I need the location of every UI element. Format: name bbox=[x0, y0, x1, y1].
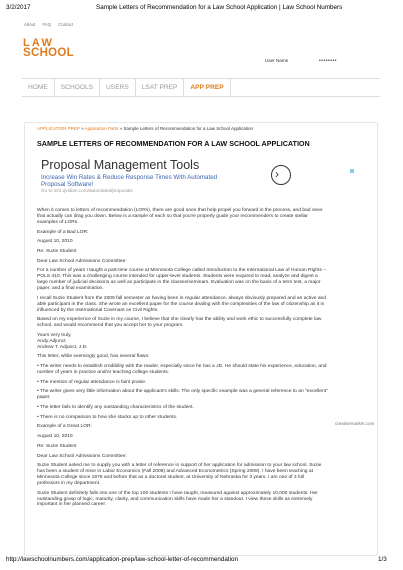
bad-lor-paragraph: I recall Suzie Student from the 2009 fall semester as having been in regular attendance, always obviously prepared and an active and able participant in the class. She wrote an excellent paper for the course dealing with the complexities of the law of citizenship as it is influenced by the International Covenant on Civil Rights. bbox=[37, 295, 326, 313]
logo-line-1: LAW bbox=[23, 37, 55, 49]
great-lor-salutation: Dear Law School Admissions Committee: bbox=[37, 453, 127, 459]
nav-lsat-prep[interactable]: LSAT PREP bbox=[136, 79, 185, 96]
breadcrumb-application-parts[interactable]: Application Parts bbox=[84, 126, 119, 131]
list-item: • There is no comparison to how she stacks up to other students. bbox=[37, 415, 328, 421]
logo-line-2: SCHOOL bbox=[23, 47, 74, 59]
top-link-about[interactable]: About bbox=[24, 22, 36, 27]
ad-url[interactable]: Go to info.qvidian.com/automated/proposals bbox=[41, 188, 133, 193]
bad-lor-salutation: Dear Law School Admissions Committee: bbox=[37, 258, 127, 264]
article-intro: When it comes to letters of recommendation (LORs), there are good ones that help propel you forward in the process, and bad ones that actually can drag you down. Below is a sample of each so that you're properly guide your recommenders to create stellar examples of LORs. bbox=[37, 208, 323, 225]
ad-banner[interactable] bbox=[37, 153, 318, 197]
flaws-intro: This letter, while seemingly good, has several flaws: bbox=[37, 354, 150, 360]
breadcrumb bbox=[37, 126, 253, 131]
breadcrumb-current: Sample Letters of Recommendation for a Law School Application bbox=[123, 126, 253, 131]
bad-lor-paragraph: For a number of years I taught a part-time course at Minnesota College called Introduction to the International Law of Human Rights – POLS 410. This was a challenging course intended for upper-level students. Students were required to read, analyze and digest a large number of judicial decisions as well as participate in the classes/seminars. Evaluation was on the basis of a term test, a major paper, and a final examination. bbox=[37, 268, 326, 292]
ad-subtitle[interactable]: Increase Win Rates & Reduce Response Times With Automated Proposal Software! bbox=[41, 174, 218, 189]
great-lor-re: Re: Suzie Student bbox=[37, 443, 77, 449]
top-link-faq[interactable]: FAQ bbox=[42, 22, 52, 27]
bad-lor-heading: Example of a Bad LOR: bbox=[37, 229, 89, 235]
great-lor-date: August 10, 2010 bbox=[37, 434, 73, 440]
print-page-number: 1/3 bbox=[378, 556, 387, 563]
main-content bbox=[24, 122, 378, 556]
signature-full-name: Andrew T. Adjunct, J.D. bbox=[37, 344, 88, 350]
nav-users[interactable]: USERS bbox=[100, 79, 136, 96]
article-body bbox=[37, 208, 328, 512]
nav-schools[interactable]: SCHOOLS bbox=[55, 79, 100, 96]
side-ad-label[interactable]: creativemarket.com bbox=[335, 421, 375, 426]
site-logo[interactable] bbox=[23, 38, 74, 58]
signature-name: Andy Adjunct bbox=[37, 338, 66, 344]
nav-app-prep[interactable]: APP PREP bbox=[184, 79, 230, 96]
print-date: 3/2/2017 bbox=[6, 4, 31, 11]
bad-lor-re: Re: Suzie Student bbox=[37, 248, 77, 254]
main-navigation bbox=[22, 78, 380, 97]
password-field[interactable]: •••••••• bbox=[319, 58, 338, 64]
chevron-right-icon[interactable]: › bbox=[271, 165, 291, 185]
username-field-label[interactable]: User Name bbox=[265, 58, 289, 63]
list-item: • The letter fails to identify any outstanding characteristics of the student. bbox=[37, 405, 328, 411]
print-page-title: Sample Letters of Recommendation for a Law School Application | Law School Numbers bbox=[96, 4, 343, 11]
signature-closing: Yours very truly, bbox=[37, 332, 72, 338]
great-lor-paragraph: Suzie Student asked me to supply you with a letter of reference in support of her application for admission to your law school. Suzie has been a student of mine in Labor Economics (Fall 2008) and Advanced Econometrics (Spring 2009). I have been teaching at Minnesota College since 1976 and before that as a doctoral student, at University of Nebraska for 3 years. I am one of 3 full professors in my department. bbox=[37, 463, 322, 486]
bad-lor-signature bbox=[37, 333, 328, 351]
top-links bbox=[24, 22, 79, 27]
bad-lor-date: August 10, 2010 bbox=[37, 239, 73, 245]
nav-home[interactable]: HOME bbox=[22, 79, 55, 96]
print-footer-url: http://lawschoolnumbers.com/application-prep/law-school-letter-of-recommendation bbox=[6, 556, 239, 563]
ad-choices-icon[interactable] bbox=[350, 169, 354, 173]
great-lor-paragraph: Suzie Student definitely falls into one of the top 100 students I have taught, measured against approximately 10,000 students. Her outstanding grasp of logic, maturity, clarity, and communication skills have made her a standout. I view these skills as extremely important in her planned career. bbox=[37, 490, 318, 508]
bad-lor-paragraph: Based on my experience of Suzie in my course, I believe that she clearly has the ability and work ethic to successfully complete law school, and would recommend that you accept her to your program. bbox=[37, 317, 322, 329]
list-item: • The mention of regular attendance is faint praise. bbox=[37, 380, 328, 386]
flaws-list bbox=[37, 364, 328, 421]
breadcrumb-separator: » bbox=[79, 126, 85, 131]
breadcrumb-separator: » bbox=[118, 126, 124, 131]
great-lor-heading: Example of a Great LOR: bbox=[37, 424, 92, 430]
page-title: SAMPLE LETTERS OF RECOMMENDATION FOR A LAW SCHOOL APPLICATION bbox=[37, 139, 310, 148]
list-item: • The writer needs to establish credibility with the reader, especially since he has a JD. He should state his experience, education, and number of years in practice and/or teaching college students. bbox=[37, 364, 328, 376]
breadcrumb-application-prep[interactable]: APPLICATION PREP bbox=[37, 126, 80, 131]
top-link-contact[interactable]: Contact bbox=[58, 22, 74, 27]
list-item: • The writer gives very little information about the applicant's skills. The only specific example was a general reference to an "excellent" paper. bbox=[37, 389, 328, 401]
ad-title[interactable]: Proposal Management Tools bbox=[41, 158, 200, 172]
